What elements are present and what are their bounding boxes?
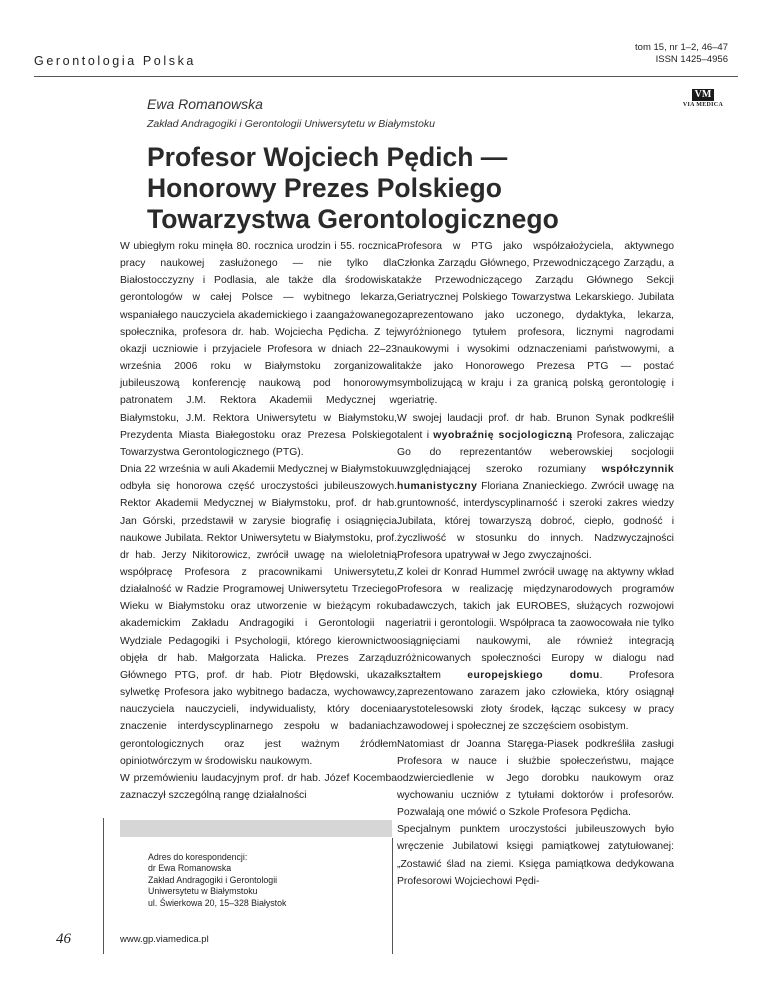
keyword-emphasis: współczynnik humanistyczny (397, 464, 674, 493)
paragraph: Natomiast dr Joanna Staręga-Piasek podkreśliła zasługi Profesora w nauce i służbie społeczeństwu, mające odzwierciedlenie w Jego dorobku naukowym oraz wychowaniu uczniów z tytułami doktorów i profesorów. Pozwalają one mówić o Szkole Profesora Pędicha. (397, 738, 674, 819)
correspondence-line: Adres do korespondencji: (148, 852, 248, 862)
author-name: Ewa Romanowska (147, 96, 263, 112)
page-number: 46 (56, 931, 71, 947)
paragraph: W ubiegłym roku minęła 80. rocznica urodzin i 55. rocznica pracy naukowej zasłużonego — nie tylko dla Białostocczyzny i Podlasia, ale także dla środowiska gerontologów w całej Polsce — wybitnego lekarza, wspaniałego nauczyciela akademickiego i zaangażowanego społecznika, profesora dr. hab. Wojciecha Pędicha. Z tej okazji uczniowie i przyjaciele Profesora w dniach 22–23 września 2006 roku w Białymstoku zorganizowali jubileuszową konferencję naukową pod honorowym patronatem J.M. Rektora Akademii Medycznej w Białymstoku, J.M. Rektora Uniwersytetu w Białymstoku, Prezydenta Miasta Białegostoku oraz Prezesa Polskiego Towarzystwa Gerontologicznego (PTG). (120, 241, 397, 458)
keyword-emphasis: europejskiego domu (467, 669, 600, 681)
journal-url: www.gp.viamedica.pl (120, 934, 209, 945)
author-affiliation: Zakład Andragogiki i Gerontologii Uniwersytetu w Białymstoku (147, 118, 435, 130)
text-run: Z kolei dr Konrad Hummel zwrócił uwagę na aktywny wkład Profesora w realizację międzynarodowych programów badawczych, takich jak EUROBES, służących rozwojowi geriatrii i gerontologii. Współpraca ta zaowocowała nie tylko osiągnięciami naukowymi, ale również integracją zróżnicowanych społeczności Europy w dialogu nad kształtem (397, 566, 674, 681)
paragraph (397, 564, 674, 736)
text-run: Floriana Znanieckiego. Zwrócił uwagę na gruntowność, interdyscyplinarność i szeroki zakres wiedzy Jubilata, której towarzyszą dobroć, ciepło, godność i życzliwość w stosunku do innych. Nadzwyczajności Profesora upatrywał w Jego zwyczajności. (397, 481, 674, 561)
correspondence-address (148, 852, 286, 909)
column-divider-rule (392, 838, 393, 954)
correspondence-shade-bar (120, 820, 392, 837)
volume-line: tom 15, nr 1–2, 46–47 (635, 42, 728, 53)
journal-name: Gerontologia Polska (34, 54, 196, 68)
paragraph: Specjalnym punktem uroczystości jubileuszowych było wręczenie Jubilatowi księgi pamiątkowej zatytułowanej: „Zostawić ślad na ziemi. Księga pamiątkowa dedykowana Profesorowi Wojciechowi Pędi- (397, 824, 674, 887)
text-run: . Profesora zaprezentowano zarazem jako człowieka, który osiągnął arystotelesowski złoty środek, łącząc sukcesy w pracy zawodowej i społecznej ze szczęściem osobistym. (397, 669, 674, 733)
paragraph: Profesora w PTG jako współzałożyciela, aktywnego Członka Zarządu Głównego, Przewodniczącego Zarządu, a także Przewodniczącego Zarządu Głównego Sekcji Geriatrycznej Polskiego Towarzystwa Lekarskiego. Jubilata zaprezentowano jako uczonego, dydaktyka, lekarza, wyróżnionego tytułem profesora, licznymi nagrodami naukowymi i wysokimi odznaczeniami państwowymi, a także jako Honorowego Prezesa PTG — postać symbolizującą w kraju i za granicą polską gerontologię i geriatrię. (397, 241, 674, 407)
logo-mark: VM (692, 89, 714, 101)
issn-line: ISSN 1425–4956 (655, 54, 728, 65)
right-column (397, 238, 674, 890)
publisher-logo (678, 84, 728, 110)
header-rule (34, 76, 738, 77)
text-run: W swojej laudacji prof. dr hab. Brunon Synak podkreślił talent i (397, 412, 674, 441)
correspondence-line: Zakład Andragogiki i Gerontologii (148, 874, 278, 885)
correspondence-line: dr Ewa Romanowska (148, 863, 232, 874)
issue-info (635, 42, 728, 66)
paragraph (397, 410, 674, 564)
paragraph: W przemówieniu laudacyjnym prof. dr hab. Józef Kocemba zaznaczył szczególną rangę działalności (120, 772, 397, 801)
paragraph: Dnia 22 września w auli Akademii Medycznej w Białymstoku odbyła się honorowa część uroczystości jubileuszowych. Rektor Akademii Medycznej w Białymstoku, prof. dr hab. Jan Górski, przedstawił w zarysie biografię i osiągnięcia naukowe Jubilata. Rektor Uniwersytetu w Białymstoku, prof. dr hab. Jerzy Nikitorowicz, zwrócił uwagę na wieloletnią współpracę Profesora z pracownikami Uniwersytetu, działalność w Radzie Programowej Uniwersytetu Trzeciego Wieku w Białymstoku oraz utworzenie w bieżącym roku akademickim Zakładu Andragogiki i Gerontologii na Wydziale Pedagogiki i Psychologii, którego kierownictwo objęła dr hab. Małgorzata Halicka. Prezes Zarządu Głównego PTG, prof. dr hab. Piotr Błędowski, ukazał sylwetkę Profesora jako wybitnego badacza, wychowawcy, nauczyciela nauczycieli, indywidualisty, który docenia znaczenie interdyscyplinarnego zespołu w badaniach gerontologicznych oraz jest ważnym źródłem opiniotwórczym w środowisku naukowym. (120, 464, 397, 767)
article-title: Profesor Wojciech Pędich — Honorowy Prezes Polskiego Towarzystwa Gerontologicznego (147, 142, 559, 234)
keyword-emphasis: wyobraźnię socjologiczną (433, 429, 573, 441)
correspondence-line: ul. Świerkowa 20, 15–328 Białystok (148, 897, 287, 908)
correspondence-line: Uniwersytetu w Białymstoku (148, 886, 258, 897)
footer-left-rule (103, 818, 104, 954)
left-column (120, 238, 397, 804)
logo-text: VIA MEDICA (682, 102, 724, 108)
text-run: Profesora, zaliczając Go do reprezentantów weberowskiej socjologii uwzględniającej szeroko rozumiany (397, 429, 674, 476)
